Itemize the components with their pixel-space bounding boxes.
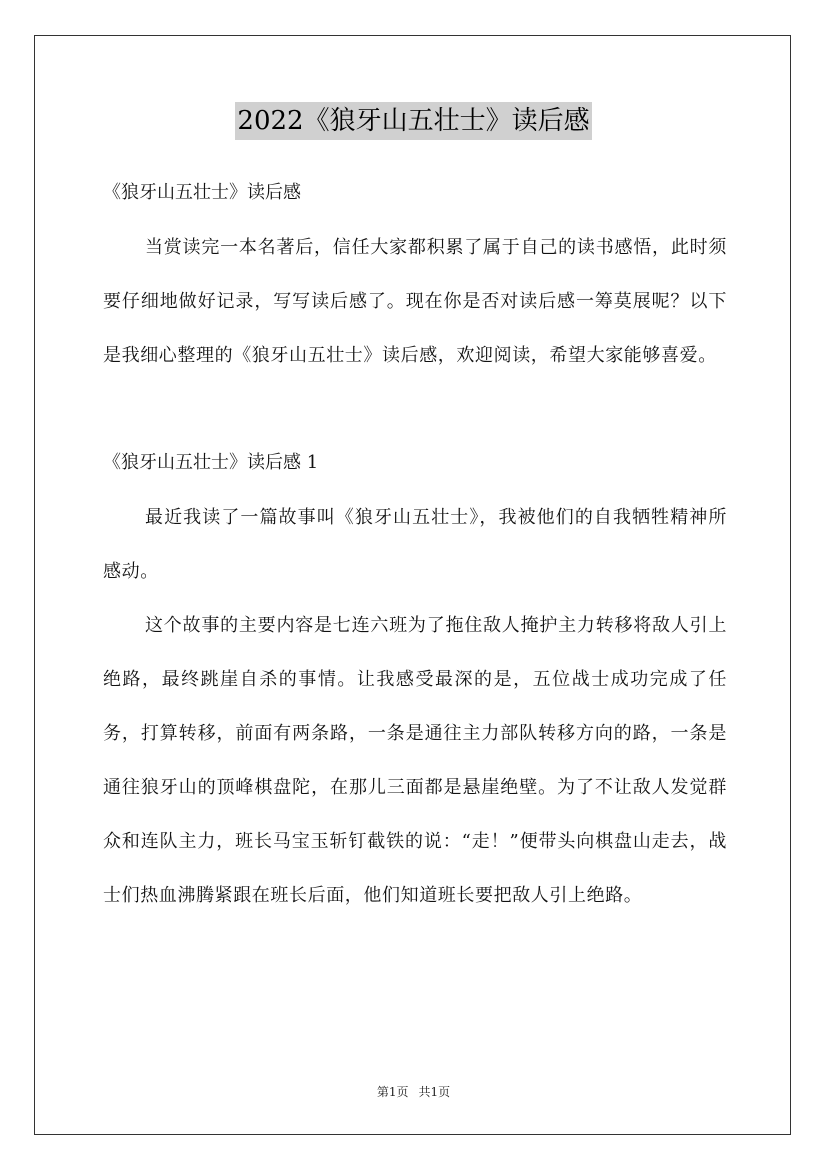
body-paragraph: 这个故事的主要内容是七连六班为了拖住敌人掩护主力转移将敌人引上绝路，最终跳崖自杀的事情。让我感受最深的是，五位战士成功完成了任务，打算转移，前面有两条路，一条是通往主力部队转移方向的路，一条是通往狼牙山的顶峰棋盘陀，在那儿三面都是悬崖绝壁。为了不让敌人发觉群众和连队主力，班长马宝玉斩钉截铁的说：“走！”便带头向棋盘山走去，战士们热血沸腾紧跟在班长后面，他们知道班长要把敌人引上绝路。 — [103, 615, 727, 906]
intro-paragraph: 当赏读完一本名著后，信任大家都积累了属于自己的读书感悟，此时须要仔细地做好记录，写写读后感了。现在你是否对读后感一筹莫展呢？以下是我细心整理的《狼牙山五壮士》读后感，欢迎阅读，希望大家能够喜爱。 — [103, 237, 727, 366]
section-heading: 《狼牙山五壮士》读后感 1 — [103, 452, 319, 473]
spacer — [103, 211, 727, 221]
title-container — [0, 102, 827, 140]
document-body — [103, 175, 727, 923]
body-paragraph: 最近我读了一篇故事叫《狼牙山五壮士》，我被他们的自我牺牲精神所感动。 — [103, 507, 727, 582]
spacer — [103, 481, 727, 491]
page-footer — [0, 1083, 827, 1100]
document-title: 2022《狼牙山五壮士》读后感 — [235, 102, 591, 140]
intro-heading: 《狼牙山五壮士》读后感 — [103, 182, 301, 203]
page-number: 第1页 — [376, 1085, 409, 1099]
spacer — [103, 383, 727, 445]
page-total: 共1页 — [418, 1085, 451, 1099]
